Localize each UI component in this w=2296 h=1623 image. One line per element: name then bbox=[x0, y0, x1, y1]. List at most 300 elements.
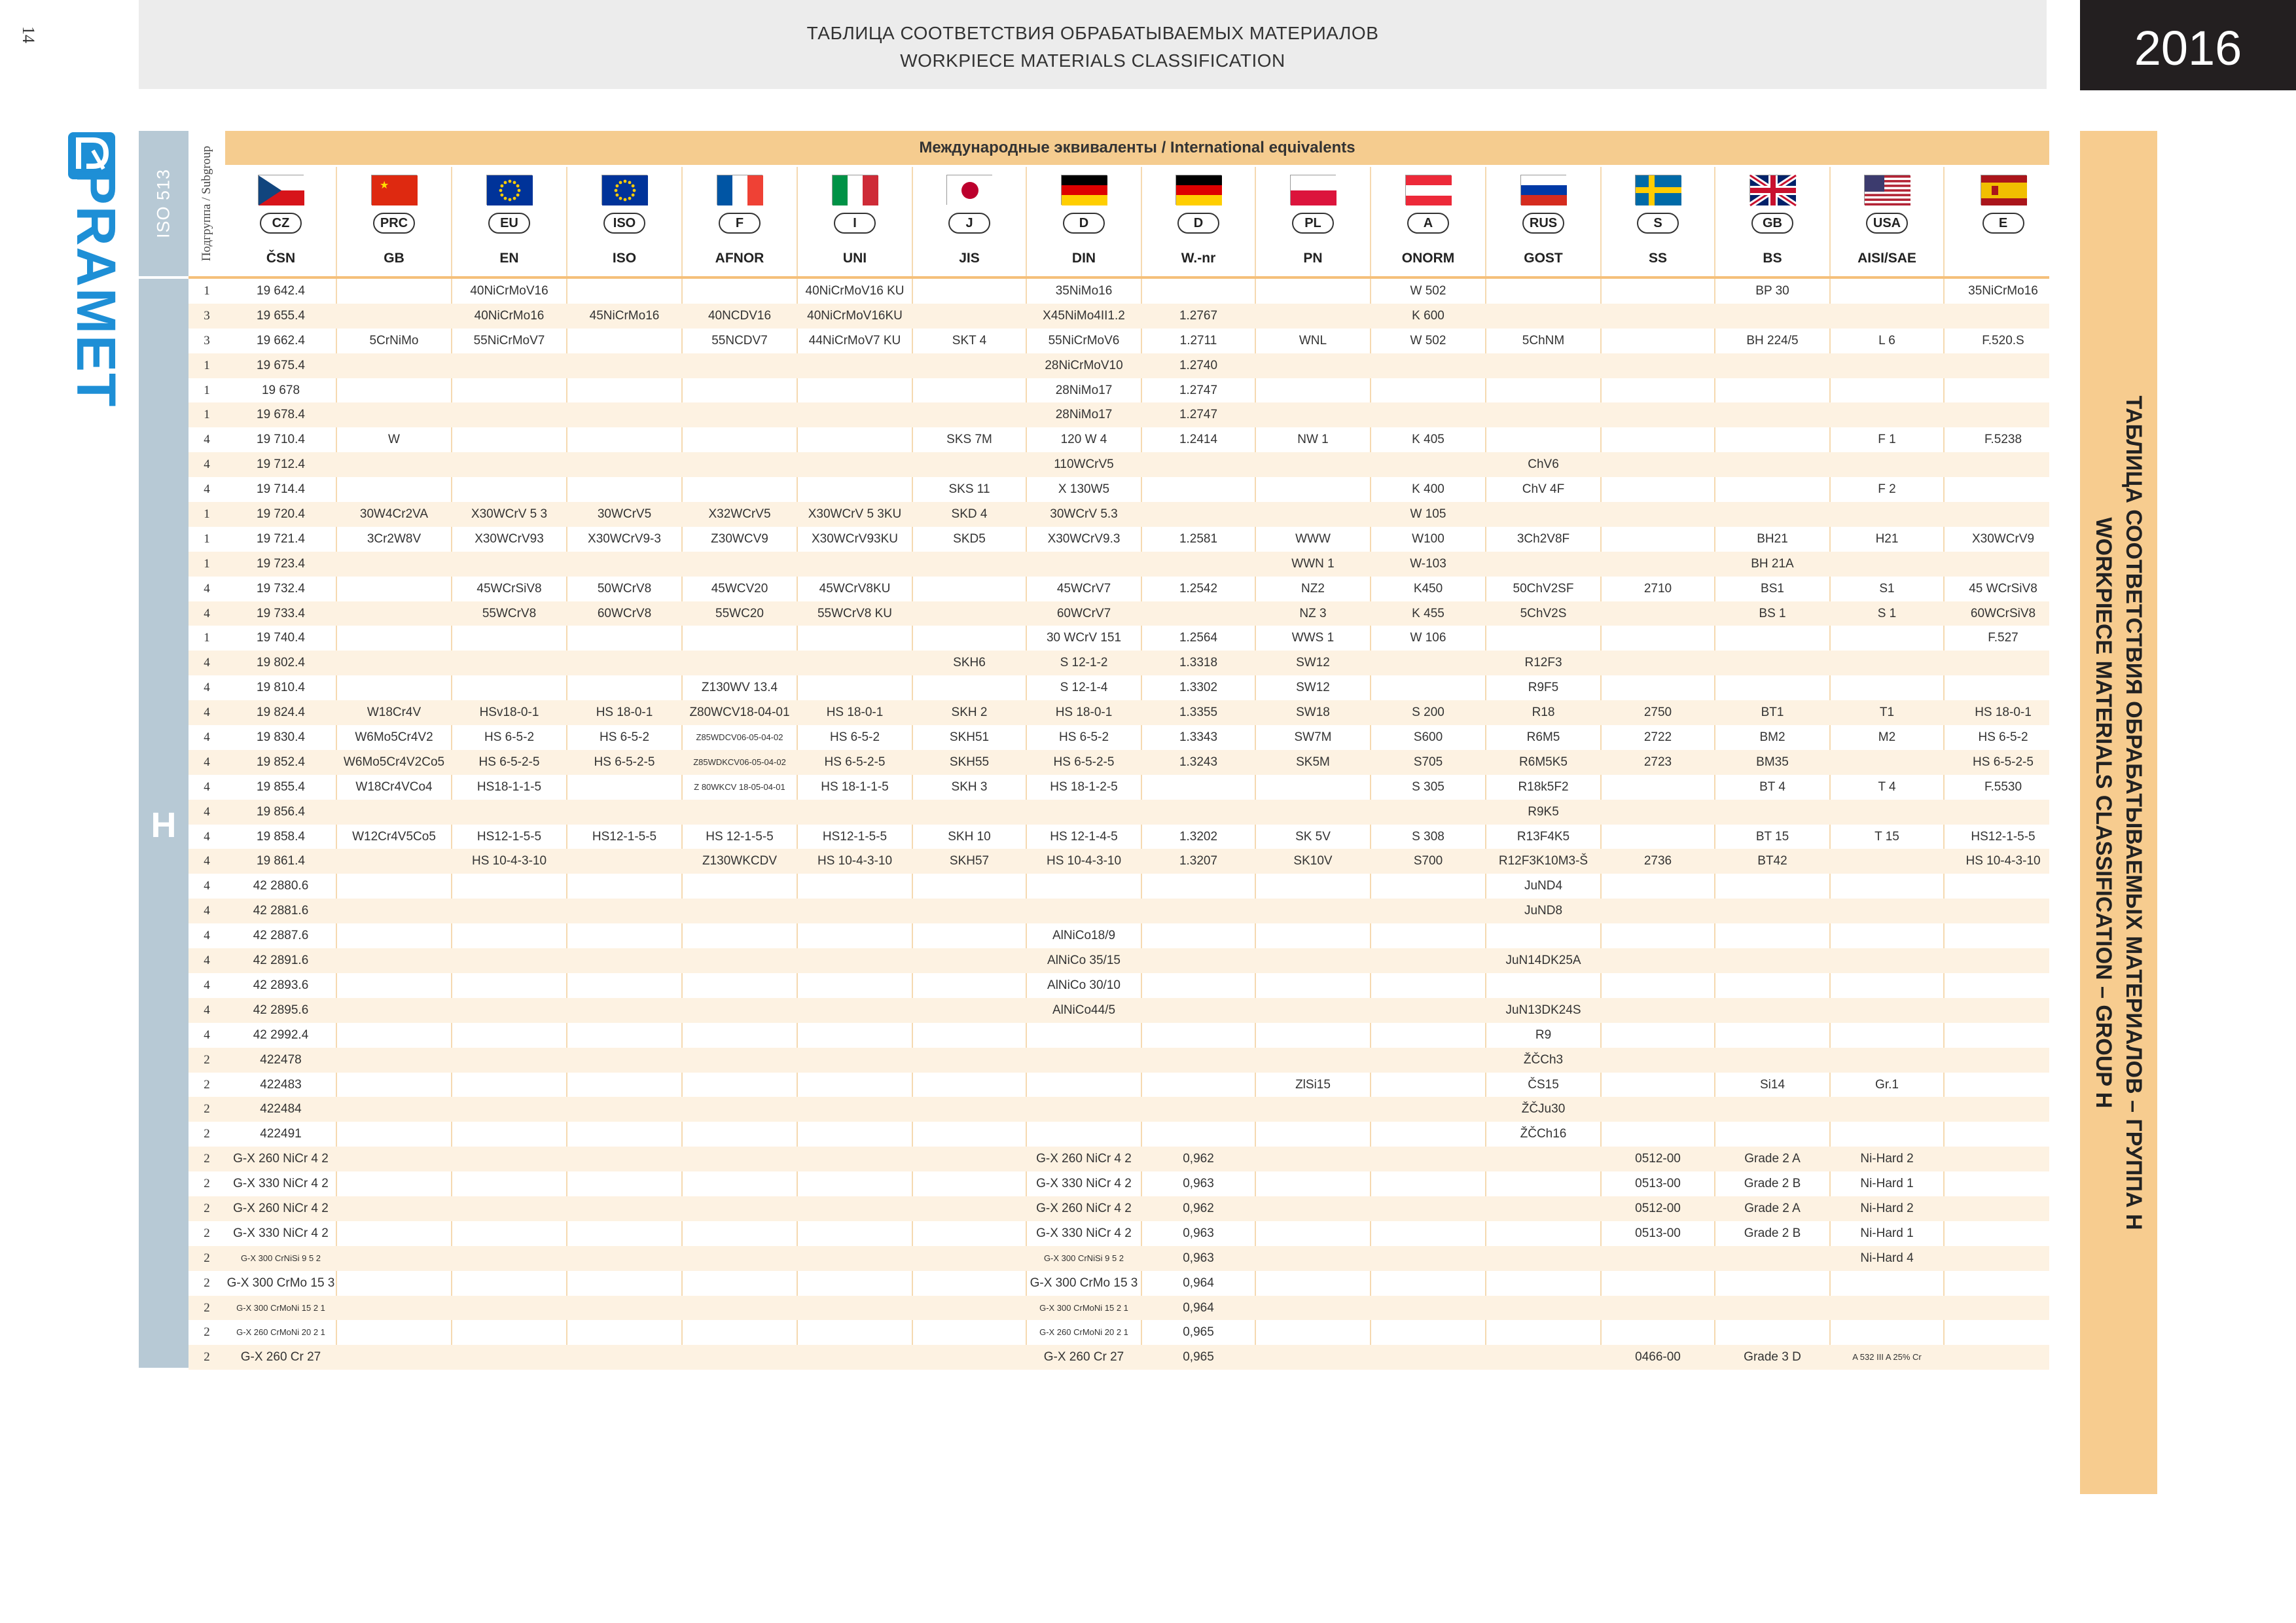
year-badge: 2016 bbox=[2080, 0, 2296, 90]
table-row bbox=[188, 452, 2049, 477]
table-row bbox=[188, 1048, 2049, 1073]
page-title-en: WORKPIECE MATERIALS CLASSIFICATION bbox=[900, 50, 1285, 71]
table-cell: R9K5 bbox=[1528, 804, 1559, 819]
table-cell bbox=[1601, 427, 1715, 452]
table-cell bbox=[1486, 1320, 1601, 1345]
table-cell bbox=[567, 353, 682, 378]
table-cell bbox=[682, 1296, 797, 1321]
brand-wordmark: PRAMET bbox=[65, 168, 127, 408]
subgroup-cell: 2 bbox=[204, 1350, 210, 1364]
table-cell: Grade 3 D bbox=[1744, 1350, 1801, 1364]
subgroup-cell: 1 bbox=[204, 408, 210, 422]
table-cell bbox=[1715, 1122, 1830, 1147]
table-cell bbox=[912, 452, 1026, 477]
table-cell: BS 1 bbox=[1759, 606, 1786, 620]
table-row bbox=[188, 402, 2049, 427]
table-cell: T1 bbox=[1879, 705, 1895, 720]
table-row bbox=[188, 279, 2049, 304]
table-cell: G-X 260 NiCr 4 2 bbox=[1036, 1201, 1132, 1215]
table-cell: 1.3202 bbox=[1179, 829, 1218, 844]
table-cell bbox=[912, 899, 1026, 923]
table-cell bbox=[912, 1097, 1026, 1122]
table-cell bbox=[1141, 477, 1255, 502]
table-cell bbox=[1715, 1296, 1830, 1321]
table-row bbox=[188, 427, 2049, 452]
table-cell: SW12 bbox=[1296, 681, 1330, 695]
table-cell bbox=[336, 1345, 452, 1370]
table-cell bbox=[1141, 948, 1255, 973]
table-cell bbox=[1715, 973, 1830, 998]
table-cell bbox=[1371, 1296, 1486, 1321]
table-cell: SKD5 bbox=[953, 531, 986, 546]
table-row bbox=[188, 304, 2049, 329]
table-cell bbox=[336, 1320, 452, 1345]
subgroup-cell: 4 bbox=[204, 755, 210, 769]
table-cell: 19 723.4 bbox=[257, 556, 305, 571]
table-cell bbox=[797, 427, 912, 452]
country-j-6 bbox=[912, 167, 1026, 239]
table-row bbox=[188, 1345, 2049, 1370]
table-cell bbox=[682, 1122, 797, 1147]
table-cell bbox=[567, 1122, 682, 1147]
table-cell: HSv18-0-1 bbox=[479, 705, 539, 720]
table-cell bbox=[682, 1171, 797, 1196]
table-cell: T 4 bbox=[1878, 779, 1896, 794]
table-cell bbox=[1255, 502, 1371, 527]
standard-header: AISI/SAE bbox=[1857, 251, 1916, 266]
table-cell: 120 W 4 bbox=[1060, 433, 1107, 447]
flag-at-icon bbox=[1405, 175, 1451, 205]
table-cell: 0513-00 bbox=[1635, 1177, 1681, 1191]
table-cell bbox=[1944, 1073, 2062, 1097]
table-cell bbox=[452, 1221, 567, 1246]
table-cell bbox=[1944, 1171, 2062, 1196]
table-row bbox=[188, 477, 2049, 502]
table-cell: 2723 bbox=[1643, 755, 1672, 769]
table-cell bbox=[1601, 1320, 1715, 1345]
table-cell: R12F3 bbox=[1524, 656, 1562, 670]
country-rus-11 bbox=[1486, 167, 1601, 239]
table-cell: W6Mo5Cr4V2Co5 bbox=[343, 755, 445, 769]
table-cell: 19 642.4 bbox=[257, 284, 305, 298]
table-cell: HS 6-5-2-5 bbox=[594, 755, 655, 769]
table-cell bbox=[1830, 750, 1944, 775]
subgroup-cell: 2 bbox=[204, 1275, 210, 1290]
table-row bbox=[188, 1122, 2049, 1147]
table-cell bbox=[682, 279, 797, 304]
table-cell bbox=[912, 675, 1026, 700]
table-cell: 0,965 bbox=[1183, 1325, 1214, 1340]
table-cell bbox=[567, 329, 682, 353]
table-row bbox=[188, 1221, 2049, 1246]
table-cell bbox=[567, 378, 682, 403]
table-cell bbox=[452, 1271, 567, 1296]
table-cell bbox=[797, 1048, 912, 1073]
table-cell: HS 10-4-3-10 bbox=[817, 854, 893, 868]
flag-cz-icon bbox=[258, 175, 304, 205]
table-cell bbox=[1255, 1147, 1371, 1171]
table-cell bbox=[912, 279, 1026, 304]
table-cell bbox=[1141, 279, 1255, 304]
table-cell bbox=[567, 800, 682, 825]
table-cell: ŽČCh16 bbox=[1520, 1127, 1567, 1141]
flag-gb-icon bbox=[1749, 175, 1795, 205]
table-cell bbox=[452, 477, 567, 502]
table-cell bbox=[1255, 1221, 1371, 1246]
table-cell bbox=[1830, 502, 1944, 527]
table-cell bbox=[682, 1097, 797, 1122]
subgroup-cell: 4 bbox=[204, 929, 210, 943]
table-cell: BT1 bbox=[1761, 705, 1784, 720]
table-cell: 2722 bbox=[1643, 730, 1672, 745]
table-row bbox=[188, 552, 2049, 577]
table-cell bbox=[567, 899, 682, 923]
table-cell: 422483 bbox=[260, 1077, 302, 1092]
table-cell: Grade 2 A bbox=[1744, 1152, 1801, 1166]
table-cell: 0,963 bbox=[1183, 1251, 1214, 1265]
table-cell bbox=[682, 1221, 797, 1246]
subgroup-cell: 4 bbox=[204, 681, 210, 695]
flag-jp-icon bbox=[946, 175, 992, 205]
table-cell bbox=[1944, 1147, 2062, 1171]
table-cell bbox=[1255, 1296, 1371, 1321]
table-cell bbox=[912, 1147, 1026, 1171]
table-cell: 45NiCrMo16 bbox=[589, 308, 660, 323]
standard-header: SS bbox=[1648, 251, 1667, 266]
table-cell bbox=[912, 378, 1026, 403]
table-cell bbox=[1255, 1271, 1371, 1296]
table-cell bbox=[1371, 1122, 1486, 1147]
subgroup-cell: 2 bbox=[204, 1077, 210, 1092]
table-cell bbox=[336, 452, 452, 477]
table-cell: S 200 bbox=[1412, 705, 1444, 720]
table-cell bbox=[452, 1073, 567, 1097]
table-cell: R18 bbox=[1532, 705, 1555, 720]
table-cell bbox=[1486, 1345, 1601, 1370]
table-cell bbox=[682, 1147, 797, 1171]
table-row bbox=[188, 1023, 2049, 1048]
table-cell bbox=[1601, 477, 1715, 502]
table-cell: 422491 bbox=[260, 1127, 302, 1141]
table-cell: HS12-1-5-5 bbox=[476, 829, 542, 844]
standard-header: ONORM bbox=[1401, 251, 1455, 266]
table-cell: ChV 4F bbox=[1522, 482, 1565, 497]
standard-header: PN bbox=[1303, 251, 1323, 266]
table-cell bbox=[1944, 1023, 2062, 1048]
table-cell bbox=[567, 626, 682, 651]
table-cell bbox=[797, 1073, 912, 1097]
table-cell bbox=[1026, 1023, 1141, 1048]
table-cell: WNL bbox=[1299, 333, 1327, 348]
table-cell: X30WCrV9 bbox=[1971, 531, 2035, 546]
table-row bbox=[188, 725, 2049, 750]
table-cell: SKH6 bbox=[953, 656, 986, 670]
table-cell bbox=[1601, 800, 1715, 825]
table-cell bbox=[1255, 378, 1371, 403]
table-cell bbox=[1830, 1296, 1944, 1321]
table-cell bbox=[1830, 800, 1944, 825]
table-cell bbox=[1944, 402, 2062, 427]
table-cell bbox=[1255, 998, 1371, 1023]
page-title bbox=[139, 20, 2047, 75]
table-cell bbox=[797, 899, 912, 923]
table-cell bbox=[1255, 775, 1371, 800]
subgroup-cell: 1 bbox=[204, 507, 210, 522]
table-cell bbox=[1141, 874, 1255, 899]
country-code: RUS bbox=[1522, 213, 1564, 234]
table-row bbox=[188, 1246, 2049, 1271]
iso-label bbox=[139, 131, 188, 276]
table-cell bbox=[1141, 601, 1255, 626]
table-cell: F 2 bbox=[1878, 482, 1896, 497]
table-cell bbox=[1830, 998, 1944, 1023]
table-cell: T 15 bbox=[1874, 829, 1899, 844]
table-cell bbox=[1141, 452, 1255, 477]
table-cell bbox=[1715, 800, 1830, 825]
table-cell bbox=[912, 1320, 1026, 1345]
table-cell: 42 2881.6 bbox=[253, 904, 309, 918]
table-cell bbox=[336, 1221, 452, 1246]
table-cell bbox=[1141, 923, 1255, 948]
table-cell bbox=[1141, 552, 1255, 577]
table-cell bbox=[336, 601, 452, 626]
table-cell: SK10V bbox=[1293, 854, 1333, 868]
table-cell bbox=[1944, 1296, 2062, 1321]
table-cell: HS 18-0-1 bbox=[1055, 705, 1113, 720]
table-cell bbox=[1141, 1073, 1255, 1097]
country-iso-3 bbox=[567, 167, 682, 239]
table-cell bbox=[567, 1246, 682, 1271]
table-cell bbox=[567, 1320, 682, 1345]
subgroup-cell: 4 bbox=[204, 978, 210, 992]
table-cell bbox=[452, 353, 567, 378]
table-cell: Grade 2 B bbox=[1744, 1226, 1801, 1240]
table-cell: BM2 bbox=[1759, 730, 1785, 745]
table-cell: 45WCrSiV8 bbox=[476, 581, 542, 596]
table-cell: K 405 bbox=[1412, 433, 1444, 447]
table-cell: 60WCrV8 bbox=[597, 606, 652, 620]
table-cell: K 400 bbox=[1412, 482, 1444, 497]
table-cell bbox=[1830, 675, 1944, 700]
subgroup-cell: 2 bbox=[204, 1226, 210, 1240]
table-cell bbox=[1486, 1147, 1601, 1171]
table-cell: 1.2740 bbox=[1179, 358, 1218, 372]
table-cell: 1.3302 bbox=[1179, 681, 1218, 695]
table-cell bbox=[797, 1320, 912, 1345]
country-usa-14 bbox=[1830, 167, 1944, 239]
subgroup-cell: 4 bbox=[204, 606, 210, 620]
table-cell: JuND8 bbox=[1524, 904, 1563, 918]
table-row bbox=[188, 651, 2049, 675]
table-cell: 40NiCrMoV16KU bbox=[807, 308, 903, 323]
table-cell: G-X 260 CrMoNi 20 2 1 bbox=[236, 1327, 325, 1338]
table-cell: Si14 bbox=[1759, 1077, 1785, 1092]
table-cell: S705 bbox=[1413, 755, 1443, 769]
table-cell bbox=[1141, 973, 1255, 998]
table-cell: 0,962 bbox=[1183, 1152, 1214, 1166]
subgroup-cell: 3 bbox=[204, 333, 210, 348]
table-cell bbox=[1830, 899, 1944, 923]
table-cell: 50WCrV8 bbox=[597, 581, 652, 596]
iso-label-text: ISO 513 bbox=[153, 168, 173, 239]
table-cell: F.5530 bbox=[1984, 779, 2022, 794]
table-cell bbox=[1944, 800, 2062, 825]
country-s-12 bbox=[1601, 167, 1715, 239]
table-cell: 40NiCrMoV16 bbox=[470, 284, 548, 298]
table-cell: SKH51 bbox=[949, 730, 990, 745]
table-cell: WWS 1 bbox=[1291, 631, 1335, 645]
table-cell bbox=[797, 1221, 912, 1246]
table-cell bbox=[1715, 675, 1830, 700]
subgroup-cell: 4 bbox=[204, 705, 210, 720]
table-cell bbox=[567, 1345, 682, 1370]
table-cell bbox=[567, 849, 682, 874]
table-row bbox=[188, 825, 2049, 849]
flag-eu-icon bbox=[486, 175, 532, 205]
table-cell: 19 830.4 bbox=[257, 730, 305, 745]
table-cell: 19 852.4 bbox=[257, 755, 305, 769]
table-cell: 30 WCrV 151 bbox=[1046, 631, 1122, 645]
table-cell bbox=[1715, 651, 1830, 675]
table-cell: BH 21A bbox=[1751, 556, 1794, 571]
table-cell bbox=[797, 1122, 912, 1147]
table-cell bbox=[912, 601, 1026, 626]
table-cell bbox=[1371, 1271, 1486, 1296]
table-cell bbox=[1026, 899, 1141, 923]
table-cell: S 1 bbox=[1877, 606, 1897, 620]
table-cell bbox=[1830, 1048, 1944, 1073]
table-cell bbox=[1486, 626, 1601, 651]
table-cell bbox=[336, 1023, 452, 1048]
table-cell: W18Cr4V bbox=[367, 705, 422, 720]
table-cell bbox=[1830, 304, 1944, 329]
table-cell bbox=[1601, 775, 1715, 800]
table-cell bbox=[1255, 1246, 1371, 1271]
side-title-en: WORKPIECE MATERIALS CLASSIFICATION – GROUP H bbox=[2091, 517, 2116, 1109]
table-cell bbox=[336, 1271, 452, 1296]
table-cell bbox=[682, 923, 797, 948]
table-cell: G-X 300 CrNiSi 9 5 2 bbox=[240, 1253, 321, 1263]
table-cell bbox=[567, 923, 682, 948]
table-cell bbox=[1830, 1023, 1944, 1048]
table-cell bbox=[452, 427, 567, 452]
table-cell: K450 bbox=[1413, 581, 1443, 596]
table-cell bbox=[1830, 626, 1944, 651]
table-cell bbox=[912, 1073, 1026, 1097]
iso-divider bbox=[139, 276, 188, 279]
table-cell bbox=[1371, 1147, 1486, 1171]
table-cell bbox=[1255, 1048, 1371, 1073]
table-cell bbox=[452, 1320, 567, 1345]
table-cell: AlNiCo 30/10 bbox=[1047, 978, 1121, 992]
table-cell bbox=[1255, 1023, 1371, 1048]
table-cell: HS 12-1-4-5 bbox=[1050, 829, 1118, 844]
table-cell: 55NiCrMoV6 bbox=[1048, 333, 1120, 348]
table-cell bbox=[1371, 1320, 1486, 1345]
table-cell: 42 2893.6 bbox=[253, 978, 309, 992]
table-cell bbox=[1944, 651, 2062, 675]
table-cell bbox=[1944, 998, 2062, 1023]
table-cell: JuND4 bbox=[1524, 879, 1563, 893]
flag-us-icon bbox=[1864, 175, 1910, 205]
table-cell: G-X 330 NiCr 4 2 bbox=[1036, 1177, 1132, 1191]
flag-de-icon bbox=[1061, 175, 1107, 205]
table-cell: 55WCrV8 bbox=[482, 606, 537, 620]
table-row bbox=[188, 923, 2049, 948]
table-cell bbox=[1255, 899, 1371, 923]
table-cell bbox=[1715, 477, 1830, 502]
country-d-8 bbox=[1141, 167, 1255, 239]
country-code: F bbox=[719, 213, 761, 234]
table-cell: 19 712.4 bbox=[257, 457, 305, 472]
subgroup-cell: 1 bbox=[204, 383, 210, 397]
table-cell bbox=[797, 353, 912, 378]
page-number: 14 bbox=[19, 26, 38, 43]
table-cell bbox=[1371, 378, 1486, 403]
table-cell bbox=[567, 552, 682, 577]
table-cell bbox=[452, 1296, 567, 1321]
table-cell bbox=[1601, 1073, 1715, 1097]
table-cell: JuN13DK24S bbox=[1505, 1003, 1581, 1017]
table-cell bbox=[567, 775, 682, 800]
table-row bbox=[188, 601, 2049, 626]
table-cell: 110WCrV5 bbox=[1054, 457, 1114, 472]
table-cell: 19 714.4 bbox=[257, 482, 305, 497]
table-cell: 1.3243 bbox=[1179, 755, 1218, 769]
subgroup-cell: 2 bbox=[204, 1127, 210, 1141]
table-cell bbox=[1486, 402, 1601, 427]
table-cell bbox=[912, 1221, 1026, 1246]
table-cell bbox=[567, 948, 682, 973]
table-cell: 3Ch2V8F bbox=[1516, 531, 1570, 546]
table-cell bbox=[452, 626, 567, 651]
table-cell bbox=[1830, 279, 1944, 304]
table-cell: 1.2564 bbox=[1179, 631, 1218, 645]
table-cell: 5CrNiMo bbox=[369, 333, 419, 348]
table-cell bbox=[1944, 477, 2062, 502]
table-cell: 55NiCrMoV7 bbox=[473, 333, 545, 348]
table-row bbox=[188, 527, 2049, 552]
table-cell: 60WCrV7 bbox=[1056, 606, 1111, 620]
table-cell bbox=[1486, 923, 1601, 948]
table-cell bbox=[1026, 1097, 1141, 1122]
table-cell bbox=[1715, 899, 1830, 923]
country-code: PRC bbox=[373, 213, 415, 234]
table-cell bbox=[682, 626, 797, 651]
table-cell bbox=[682, 651, 797, 675]
table-cell bbox=[336, 998, 452, 1023]
subgroup-cell: 4 bbox=[204, 854, 210, 868]
table-row bbox=[188, 775, 2049, 800]
table-cell bbox=[336, 552, 452, 577]
table-cell bbox=[1141, 1048, 1255, 1073]
table-cell bbox=[336, 948, 452, 973]
table-cell bbox=[1944, 1271, 2062, 1296]
table-cell bbox=[1944, 304, 2062, 329]
table-cell: BT 4 bbox=[1759, 779, 1785, 794]
table-cell bbox=[1026, 1073, 1141, 1097]
table-cell bbox=[336, 1246, 452, 1271]
table-cell bbox=[1715, 626, 1830, 651]
table-cell: R13F4K5 bbox=[1516, 829, 1570, 844]
table-cell bbox=[1255, 402, 1371, 427]
table-cell bbox=[797, 1246, 912, 1271]
table-cell: S1 bbox=[1879, 581, 1895, 596]
table-cell: G-X 300 CrNiSi 9 5 2 bbox=[1043, 1253, 1124, 1263]
table-cell bbox=[1601, 601, 1715, 626]
table-cell: BP 30 bbox=[1755, 284, 1789, 298]
table-cell bbox=[797, 1196, 912, 1221]
